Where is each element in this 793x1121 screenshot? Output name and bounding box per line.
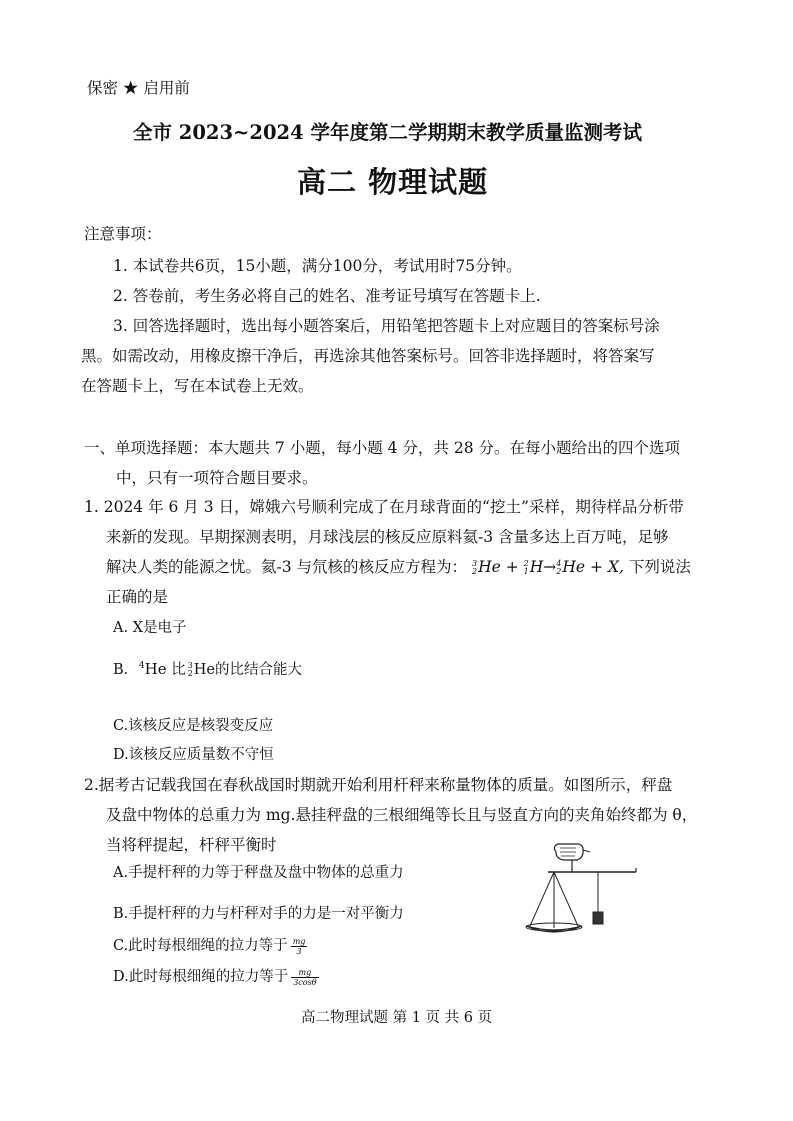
notice-item-1: 1. 本试卷共6页，15小题，满分100分，考试用时75分钟。 <box>113 257 522 275</box>
confidential-label: 保密 ★ 启用前 <box>87 79 190 97</box>
q2-option-c: C.此时每根细绳的拉力等于 $\frac{mg}{3}$ <box>113 936 306 956</box>
q2-option-d: D.此时每根细绳的拉力等于 $\frac{mg}{3\cos\theta}$ <box>113 967 317 987</box>
he4-mass-charge: 4 2 <box>556 559 562 576</box>
q2-option-b: B.手提杆秤的力与杆秤对手的力是一对平衡力 <box>113 906 404 922</box>
q1-line-3-text: 解决人类的能源之忧。氦-3 与氘核的核反应方程为： <box>106 558 468 576</box>
counterweight <box>593 912 603 924</box>
q1-option-c: C.该核反应是核裂变反应 <box>113 718 274 734</box>
fraction-mg-3cos: $\frac{mg}{3\cos\theta}$ <box>293 967 317 987</box>
he3-symbol: He <box>478 558 501 576</box>
b-he3-symbol: He <box>193 662 216 678</box>
q1-line-1: 1. 2024 年 6 月 3 日，嫦娥六号顺利完成了在月球背面的“挖土”采样，期待样品分析带 <box>84 498 684 516</box>
b-he4-symbol: He <box>144 660 167 678</box>
q1-line-2: 来新的发现。早期探测表明，月球浅层的核反应原料氦-3 含量多达上百万吨，足够 <box>106 528 669 546</box>
section-heading-cont: 中，只有一项符合题目要求。 <box>116 469 318 487</box>
q2-line-2: 及盘中物体的总重力为 mg.悬挂秤盘的三根细绳等长且与竖直方向的夹角始终都为 θ， <box>106 806 698 824</box>
b-he3-mass-charge: 3 2 <box>187 661 193 678</box>
nuclear-equation <box>472 558 629 576</box>
q2-line-3: 当将秤提起，杆秤平衡时 <box>106 836 277 854</box>
notice-item-3-cont1: 黑。如需改动，用橡皮擦干净后，再选涂其他答案标号。回答非选择题时，将答案写 <box>81 347 655 365</box>
subject-title: 高二 物理试题 <box>297 165 489 199</box>
q1-option-b: B. $^4$He 比 3 2He的比结合能大 <box>113 660 303 678</box>
section-heading: 一、单项选择题：本大题共 7 小题，每小题 4 分，共 28 分。在每小题给出的四个选项 <box>84 439 681 457</box>
notice-item-3-cont2: 在答题卡上，写在本试卷上无效。 <box>81 377 314 395</box>
q2-option-a: A.手提杆秤的力等于秤盘及盘中物体的总重力 <box>113 865 404 881</box>
arrow: → <box>543 558 557 576</box>
q1-option-d: D.该核反应质量数不守恒 <box>113 747 274 763</box>
hand-icon <box>554 844 590 860</box>
exam-title: 全市 2023~2024 学年度第二学期期末教学质量监测考试 <box>133 121 642 144</box>
page-footer: 高二物理试题 第 1 页 共 6 页 <box>301 1010 493 1026</box>
notice-title: 注意事项： <box>84 225 162 243</box>
x-symbol: X, <box>607 558 624 576</box>
plus-sign-1: + <box>505 558 519 576</box>
notice-item-2: 2. 答卷前，考生务必将自己的姓名、准考证号填写在答题卡上. <box>113 287 541 305</box>
h2-mass-charge: 2 1 <box>523 559 529 576</box>
b-he4-mass: 4 <box>138 661 145 671</box>
q1-option-a: A. X是电子 <box>113 620 187 636</box>
plus-sign-2: + <box>590 558 603 576</box>
q2-line-1: 2.据考古记载我国在春秋战国时期就开始利用杆秤来称量物体的质量。如图所示，秤盘 <box>84 776 673 794</box>
notice-item-3: 3. 回答选择题时，选出每小题答案后，用铅笔把答题卡上对应题目的答案标号涂 <box>113 317 660 335</box>
q1-line-4: 正确的是 <box>106 588 169 606</box>
q1-line-3-after: 下列说法 <box>628 558 691 576</box>
he4-symbol: He <box>562 558 586 576</box>
he3-mass-charge: 3 2 <box>471 559 478 576</box>
q1-line-3 <box>106 555 691 577</box>
fraction-mg-3: $\frac{mg}{3}$ <box>292 936 306 956</box>
h2-symbol: H <box>529 558 544 576</box>
pan-ropes <box>530 872 578 928</box>
steelyard-figure <box>520 838 710 948</box>
